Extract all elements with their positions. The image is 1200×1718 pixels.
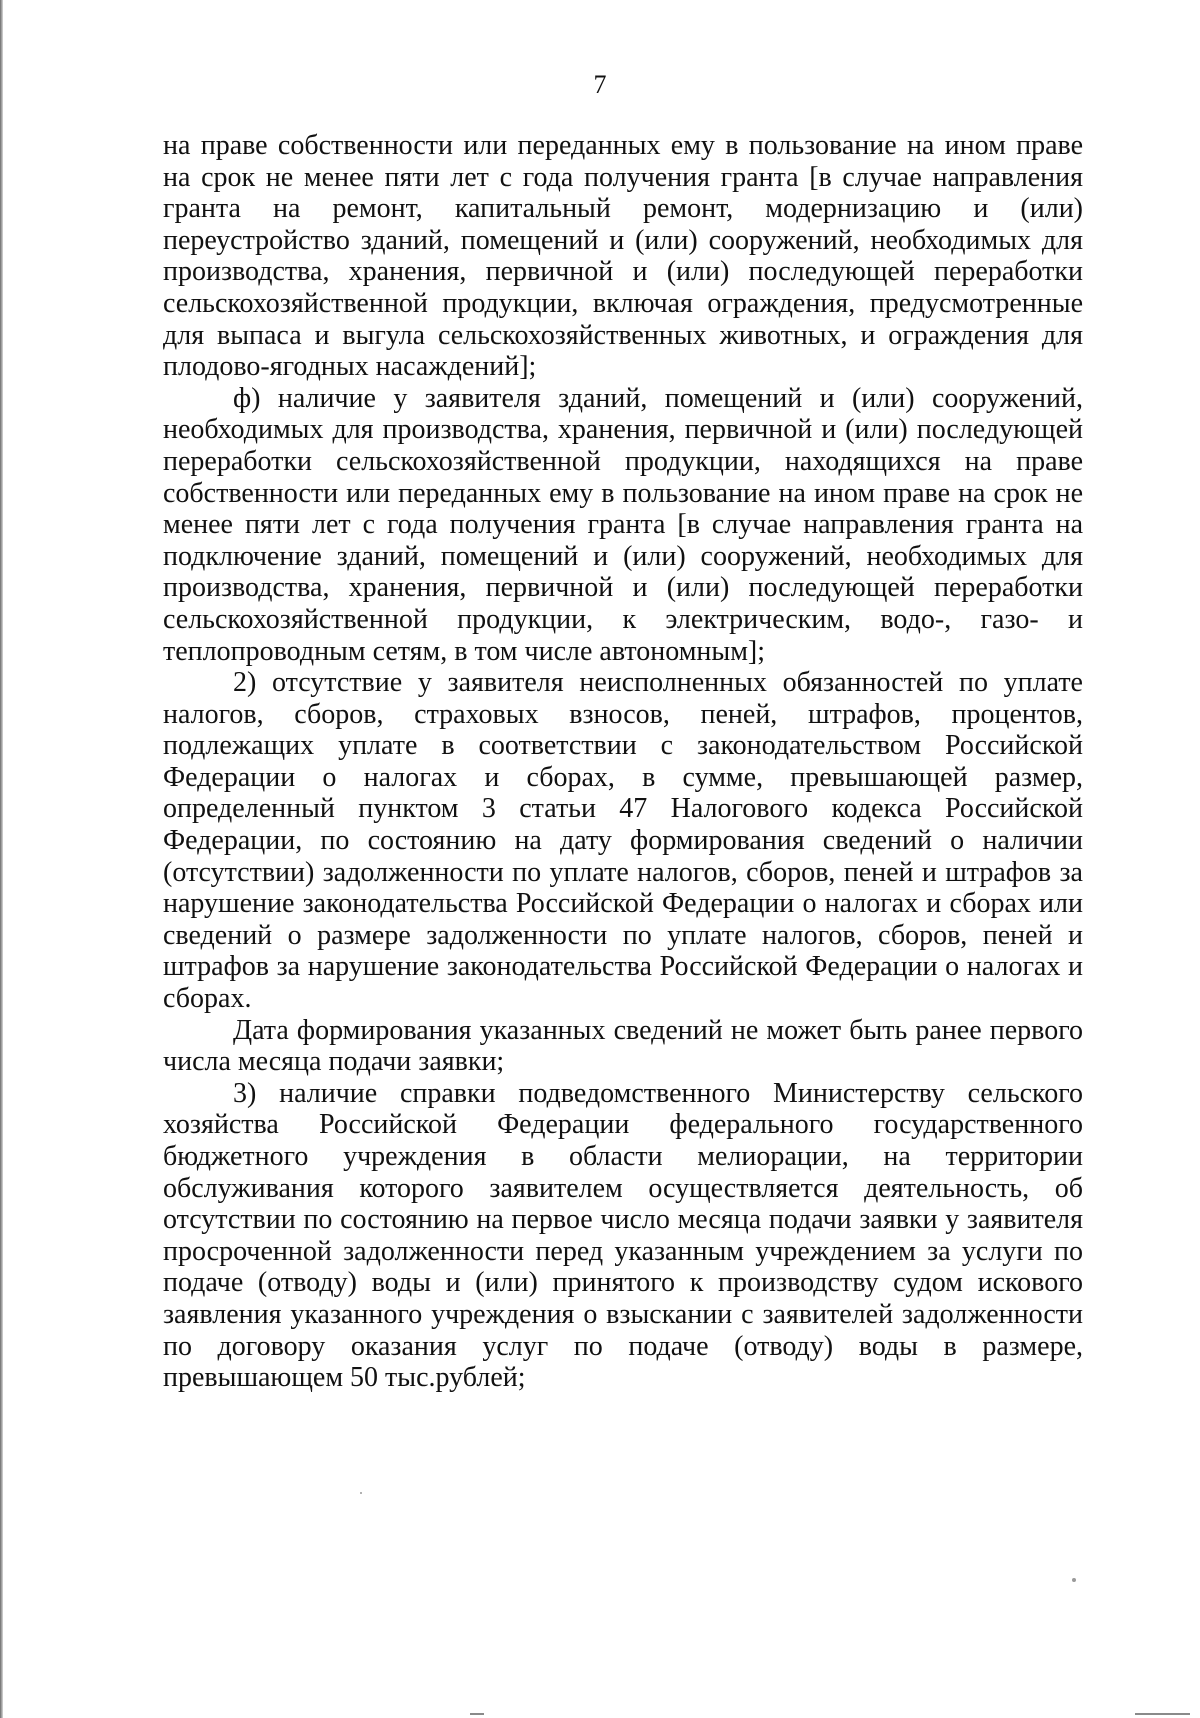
paragraph-continuation: на праве собственности или переданных ему в пользование на ином праве на срок не менее пяти лет с года получения гранта [в случае направления гранта на ремонт, капитальный ремонт, модернизацию и (или) переустройство зданий, помещений и (или) сооружений, необходимых для производства, хранения, первичной и (или) последующей переработки сельскохозяйственной продукции, включая ограждения, предусмотренные для выпаса и выгула сельскохозяйственных животных, и ограждения для плодово-ягодных насаждений]; (163, 130, 1083, 383)
paragraph-item-f: ф) наличие у заявителя зданий, помещений и (или) сооружений, необходимых для производства, хранения, первичной и (или) последующей переработки сельскохозяйственной продукции, находящихся на праве собственности или переданных ему в пользование на ином праве на срок не менее пяти лет с года получения гранта [в случае направления гранта на подключение зданий, помещений и (или) сооружений, необходимых для производства, хранения, первичной и (или) последующей переработки сельскохозяйственной продукции, к электрическим, водо-, газо- и теплопроводным сетям, в том числе автономным]; (163, 382, 1083, 667)
paragraph-item-2: 2) отсутствие у заявителя неисполненных обязанностей по уплате налогов, сборов, страховых взносов, пеней, штрафов, процентов, подлежащих уплате в соответствии с законодательством Российской Федерации о налогах и сборах, в сумме, превышающей размер, определенный пунктом 3 статьи 47 Налогового кодекса Российской Федерации, по состоянию на дату формирования сведений о наличии (отсутствии) задолженности по уплате налогов, сборов, пеней и штрафов за нарушение законодательства Российской Федерации о налогах и сборах или сведений о размере задолженности по уплате налогов, сборов, пеней и штрафов за нарушение законодательства Российской Федерации о налогах и сборах. (163, 667, 1083, 1015)
paragraph-date-note: Дата формирования указанных сведений не может быть ранее первого числа месяца подачи заявки; (163, 1014, 1083, 1078)
page-number: 7 (593, 70, 607, 99)
scan-speck (360, 1492, 362, 1494)
paragraph-item-3: 3) наличие справки подведомственного Министерству сельского хозяйства Российской Федерации федерального государственного бюджетного учреждения в области мелиорации, на территории обслуживания которого заявителем осуществляется деятельность, об отсутствии по состоянию на первое число месяца подачи заявки у заявителя просроченной задолженности перед указанным учреждением за услуги по подаче (отводу) воды и (или) принятого к производству судом искового заявления указанного учреждения о взыскании с заявителей задолженности по договору оказания услуг по подаче (отводу) воды в размере, превышающем 50 тыс.рублей; (163, 1077, 1083, 1394)
scan-artifact-bottom-left (470, 1713, 484, 1715)
scan-speck (1072, 1578, 1076, 1582)
document-body (163, 130, 1083, 1394)
scan-artifact-bottom-right (1135, 1713, 1190, 1715)
scan-edge-shadow (0, 0, 3, 1718)
